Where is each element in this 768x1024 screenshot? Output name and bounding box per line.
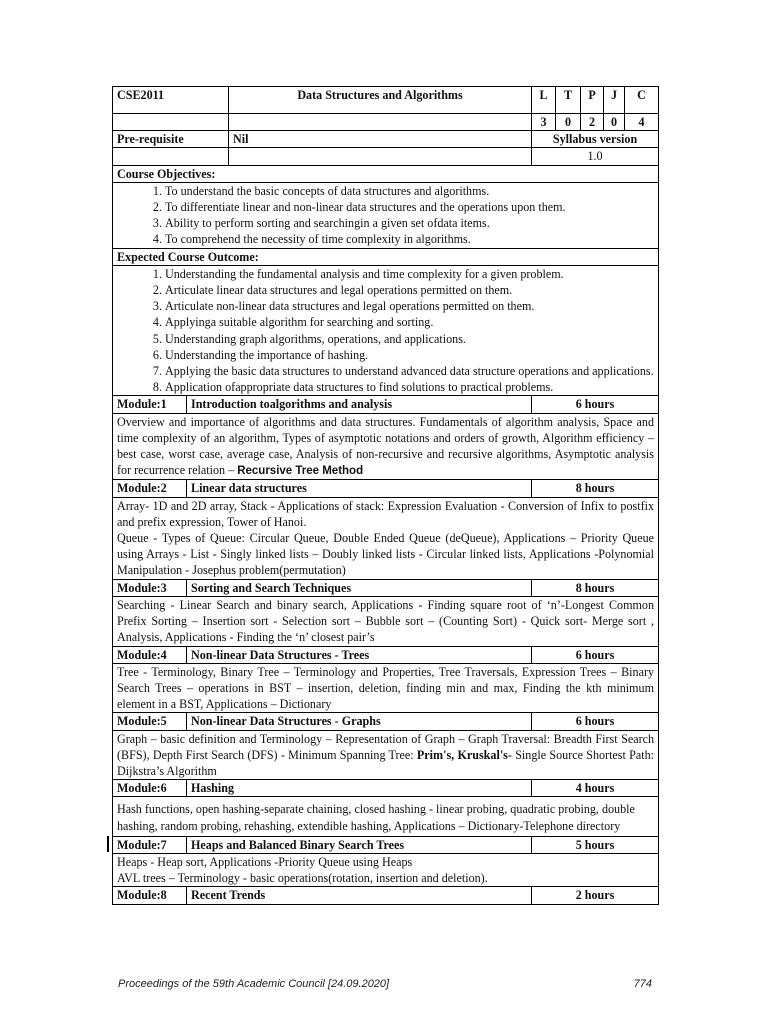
empty-cell	[113, 148, 229, 165]
module-content: Hash functions, open hashing-separate chaining, closed hashing - linear probing, quadratic probing, double hashing, random probing, rehashing, extendible hashing, Applications – Dictionary-Telephone directory	[113, 797, 659, 836]
module-title: Recent Trends	[187, 887, 532, 904]
module-label: Module:3	[113, 579, 187, 596]
module-header-row	[113, 836, 659, 853]
ltpjc-value: 2	[581, 114, 604, 131]
ltpjc-label: T	[556, 87, 581, 114]
module-content-bold: Prim's, Kruskal's	[416, 747, 508, 762]
module-title: Linear data structures	[187, 480, 532, 497]
list-item: 2. To differentiate linear and non-linear data structures and the operations upon them.	[165, 199, 654, 215]
module-hours: 8 hours	[532, 480, 659, 497]
list-item: 3. Ability to perform sorting and searchingin a given set ofdata items.	[165, 215, 654, 231]
module-header-row	[113, 480, 659, 497]
module-label: Module:6	[113, 780, 187, 797]
outcomes-list	[117, 266, 654, 396]
empty-cell	[229, 148, 532, 165]
prereq-value: Nil	[229, 131, 532, 148]
course-code: CSE2011	[113, 87, 229, 114]
list-item: 2. Articulate linear data structures and legal operations permitted on them.	[165, 282, 654, 298]
module-content-bold: Recursive Tree Method	[237, 465, 364, 478]
ltpjc-label: J	[604, 87, 625, 114]
syllabus-version-label: Syllabus version	[532, 131, 659, 148]
module-hours: 6 hours	[532, 713, 659, 730]
page-footer	[118, 978, 652, 990]
module-content	[113, 730, 659, 780]
text-cursor	[107, 836, 109, 852]
objectives-heading-row	[113, 165, 659, 182]
module-hours: 6 hours	[532, 646, 659, 663]
module-header-row	[113, 396, 659, 413]
objectives-heading: Course Objectives:	[113, 165, 659, 182]
page-number: 774	[633, 978, 652, 990]
outcomes-list-row	[113, 265, 659, 396]
syllabus-table	[112, 86, 659, 905]
module-content-row	[113, 797, 659, 836]
ltpjc-value: 0	[556, 114, 581, 131]
footer-proceedings: Proceedings of the 59th Academic Council [24.09.2020]	[118, 978, 390, 990]
module-content: Searching - Linear Search and binary search, Applications - Finding square root of ‘n’-Longest Common Prefix Sorting – Insertion sort - Selection sort – Bubble sort – (Counting Sort) - Quick sort- Merge sort , Analysis, Applications - Finding the ‘n’ closest pair’s	[113, 596, 659, 646]
ltpjc-value: 0	[604, 114, 625, 131]
list-item: 4. To comprehend the necessity of time complexity in algorithms.	[165, 231, 654, 247]
module-title: Non-linear Data Structures - Trees	[187, 646, 532, 663]
module-header-row	[113, 579, 659, 596]
module-content-text: Overview and importance of algorithms and data structures. Fundamentals of algorithm analysis, Space and time complexity of an algorithm, Types of asymptotic notations and orders of growth, Algorithm efficiency – best case, worst case, average case, Analysis of non-recursive and recursive algorithms, Asymptotic analysis for recurrence relation –	[117, 414, 655, 478]
list-item: 5. Understanding graph algorithms, operations, and applications.	[165, 331, 654, 347]
ltpjc-value: 4	[625, 114, 659, 131]
module-content-text: Graph – basic definition and Terminology – Representation of Graph – Graph Traversal: Breadth First Search (BFS), Depth First Search (DFS) - Minimum Spanning Tree:	[117, 731, 655, 762]
module-content-row	[113, 663, 659, 713]
module-hours: 4 hours	[532, 780, 659, 797]
module-title: Heaps and Balanced Binary Search Trees	[187, 836, 532, 853]
ltpjc-label: C	[625, 87, 659, 114]
list-item: 1. To understand the basic concepts of data structures and algorithms.	[165, 183, 654, 199]
module-label: Module:5	[113, 713, 187, 730]
module-content: Tree - Terminology, Binary Tree – Terminology and Properties, Tree Traversals, Expression Trees – Binary Search Trees – operations in BST – insertion, deletion, finding min and max, Finding the kth minimum element in a BST, Applications – Dictionary	[113, 663, 659, 713]
module-content-text: AVL trees – Terminology - basic operations(rotation, insertion and deletion).	[117, 871, 488, 886]
module-label: Module:1	[113, 396, 187, 413]
module-content-row	[113, 497, 659, 579]
outcomes-heading: Expected Course Outcome:	[113, 248, 659, 265]
list-item: 7. Applying the basic data structures to understand advanced data structure operations and applications.	[165, 363, 654, 379]
list-item: 6. Understanding the importance of hashing.	[165, 347, 654, 363]
module-title: Non-linear Data Structures - Graphs	[187, 713, 532, 730]
objectives-list-row	[113, 182, 659, 248]
module-content-text: Queue - Types of Queue: Circular Queue, Double Ended Queue (deQueue), Applications – Priority Queue using Arrays - List - Singly linked lists – Doubly linked lists - Circular linked lists, Applications -Polynomial Manipulation - Josephus problem(permutation)	[117, 531, 655, 578]
prereq-label: Pre-requisite	[113, 131, 229, 148]
module-hours: 6 hours	[532, 396, 659, 413]
module-header-row	[113, 713, 659, 730]
module-content	[113, 853, 659, 886]
module-content-text: Array- 1D and 2D array, Stack - Applications of stack: Expression Evaluation - Conversion of Infix to postfix and prefix expression, Tower of Hanoi.	[117, 498, 655, 529]
course-title: Data Structures and Algorithms	[229, 87, 532, 114]
list-item: 4. Applyinga suitable algorithm for searching and sorting.	[165, 314, 654, 330]
module-title: Introduction toalgorithms and analysis	[187, 396, 532, 413]
prereq-row	[113, 131, 659, 148]
module-content-text: - Single Source Shortest Path: Dijkstra’s Algorithm	[117, 747, 655, 778]
ltpjc-values-row	[113, 114, 659, 131]
module-content-row	[113, 413, 659, 480]
course-header-row	[113, 87, 659, 114]
ltpjc-label: L	[532, 87, 556, 114]
syllabus-version-value: 1.0	[532, 148, 659, 165]
syllabus-version-row	[113, 148, 659, 165]
module-header-row	[113, 887, 659, 904]
module-label: Module:2	[113, 480, 187, 497]
module-content	[113, 497, 659, 579]
module-hours: 8 hours	[532, 579, 659, 596]
objectives-list	[117, 183, 654, 248]
module-content-row	[113, 730, 659, 780]
module-header-row	[113, 780, 659, 797]
empty-cell	[229, 114, 532, 131]
list-item: 8. Application ofappropriate data structures to find solutions to practical problems.	[165, 379, 654, 395]
module-label: Module:7	[113, 836, 187, 853]
module-header-row	[113, 646, 659, 663]
list-item: 1. Understanding the fundamental analysis and time complexity for a given problem.	[165, 266, 654, 282]
module-label: Module:4	[113, 646, 187, 663]
module-content-row	[113, 853, 659, 886]
module-content-text: Heaps - Heap sort, Applications -Priority Queue using Heaps	[117, 854, 413, 869]
list-item: 3. Articulate non-linear data structures and legal operations permitted on them.	[165, 298, 654, 314]
module-hours: 5 hours	[532, 836, 659, 853]
syllabus-page	[112, 86, 658, 905]
module-hours: 2 hours	[532, 887, 659, 904]
ltpjc-value: 3	[532, 114, 556, 131]
ltpjc-label: P	[581, 87, 604, 114]
module-content-row	[113, 596, 659, 646]
module-label: Module:8	[113, 887, 187, 904]
empty-cell	[113, 114, 229, 131]
module-content	[113, 413, 659, 480]
module-title: Sorting and Search Techniques	[187, 579, 532, 596]
outcomes-heading-row	[113, 248, 659, 265]
module-title: Hashing	[187, 780, 532, 797]
